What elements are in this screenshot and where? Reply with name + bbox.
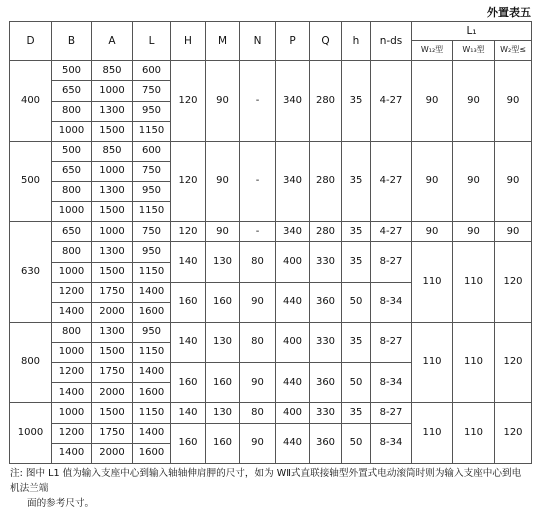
cell-n-ds: 8-27 [371,322,412,362]
cell-H: 160 [171,282,206,322]
cell-A: 2000 [92,383,133,403]
cell-N: 80 [240,403,276,423]
cell-Q: 280 [310,61,342,142]
cell-n-ds: 4-27 [371,222,412,242]
cell-L: 750 [133,222,171,242]
cell-L: 1400 [133,282,171,302]
cell-h: 50 [342,282,371,322]
cell-D: 400 [10,61,52,142]
cell-L1-w13: 90 [453,61,495,142]
cell-L: 950 [133,242,171,262]
cell-H: 140 [171,322,206,362]
cell-L: 1150 [133,343,171,363]
cell-L: 750 [133,161,171,181]
cell-A: 1500 [92,403,133,423]
cell-D: 630 [10,222,52,323]
cell-P: 440 [276,282,310,322]
cell-L1-w2: 90 [495,141,532,222]
cell-L1-w13: 110 [453,403,495,464]
cell-N: 90 [240,423,276,464]
cell-P: 340 [276,61,310,142]
cell-Q: 330 [310,403,342,423]
cell-B: 800 [52,101,92,121]
cell-Q: 280 [310,222,342,242]
cell-A: 1000 [92,161,133,181]
cell-N: 80 [240,322,276,362]
cell-D: 1000 [10,403,52,464]
cell-M: 160 [206,282,240,322]
cell-P: 400 [276,242,310,282]
cell-L1-w12: 90 [412,141,453,222]
cell-L1-w2: 90 [495,61,532,142]
cell-L1-w2: 90 [495,222,532,242]
cell-B: 1000 [52,202,92,222]
cell-B: 1000 [52,343,92,363]
cell-M: 160 [206,423,240,464]
cell-L: 950 [133,182,171,202]
cell-H: 120 [171,141,206,222]
cell-B: 1200 [52,363,92,383]
cell-h: 50 [342,423,371,464]
dimension-table [9,21,532,464]
cell-B: 1000 [52,121,92,141]
cell-L: 1400 [133,423,171,443]
cell-A: 1500 [92,202,133,222]
cell-H: 140 [171,403,206,423]
note-line-1: 注: 图中 L1 值为输入支座中心到输入轴轴伸肩胛的尺寸，如为 WⅡ式直联接轴型外置式电动滚筒时则为输入支座中心到电机法兰端 [10,468,522,494]
cell-M: 90 [206,222,240,242]
cell-h: 35 [342,222,371,242]
cell-L1-w13: 90 [453,222,495,242]
cell-B: 650 [52,81,92,101]
cell-L1-w2: 120 [495,403,532,464]
cell-A: 1500 [92,262,133,282]
cell-A: 1750 [92,282,133,302]
header-L1-type-w2: W₂型≤ [495,41,532,61]
cell-L1-w12: 90 [412,61,453,142]
cell-n-ds: 8-27 [371,242,412,282]
header-h: h [342,22,371,61]
cell-L: 1400 [133,363,171,383]
header-L1-type-w13: W₁₃型 [453,41,495,61]
cell-N: - [240,61,276,142]
cell-n-ds: 4-27 [371,141,412,222]
cell-Q: 360 [310,282,342,322]
cell-L1-w12: 110 [412,242,453,323]
cell-B: 1200 [52,282,92,302]
header-D: D [10,22,52,61]
cell-h: 35 [342,242,371,282]
header-n-ds: n-ds [371,22,412,61]
cell-B: 500 [52,61,92,81]
header-L1: L₁ [412,22,532,41]
cell-M: 130 [206,322,240,362]
cell-Q: 360 [310,363,342,403]
cell-L: 1600 [133,302,171,322]
cell-P: 400 [276,322,310,362]
cell-N: 90 [240,363,276,403]
cell-A: 1500 [92,121,133,141]
cell-h: 35 [342,61,371,142]
cell-B: 800 [52,242,92,262]
cell-L1-w12: 90 [412,222,453,242]
cell-P: 340 [276,141,310,222]
cell-H: 120 [171,61,206,142]
cell-L: 1150 [133,202,171,222]
header-P: P [276,22,310,61]
cell-n-ds: 8-27 [371,403,412,423]
header-L: L [133,22,171,61]
header-M: M [206,22,240,61]
cell-A: 1300 [92,101,133,121]
cell-B: 500 [52,141,92,161]
cell-M: 90 [206,61,240,142]
cell-A: 1000 [92,222,133,242]
cell-h: 35 [342,322,371,362]
cell-Q: 330 [310,242,342,282]
cell-B: 1000 [52,403,92,423]
cell-L: 1150 [133,262,171,282]
cell-N: 90 [240,282,276,322]
header-Q: Q [310,22,342,61]
cell-h: 50 [342,363,371,403]
header-A: A [92,22,133,61]
cell-A: 1300 [92,182,133,202]
cell-B: 800 [52,322,92,342]
header-H: H [171,22,206,61]
cell-P: 440 [276,423,310,464]
cell-A: 2000 [92,443,133,463]
cell-N: 80 [240,242,276,282]
cell-L: 600 [133,61,171,81]
cell-H: 120 [171,222,206,242]
cell-L: 950 [133,101,171,121]
cell-L: 1600 [133,383,171,403]
cell-B: 650 [52,222,92,242]
cell-B: 1200 [52,423,92,443]
cell-A: 850 [92,141,133,161]
table-caption: 外置表五 [487,6,531,19]
cell-H: 160 [171,363,206,403]
header-L1-type-w12: W₁₂型 [412,41,453,61]
cell-L1-w13: 110 [453,322,495,403]
header-N: N [240,22,276,61]
cell-B: 800 [52,182,92,202]
cell-P: 400 [276,403,310,423]
cell-L1-w12: 110 [412,403,453,464]
cell-n-ds: 8-34 [371,363,412,403]
cell-H: 160 [171,423,206,464]
cell-M: 90 [206,141,240,222]
cell-D: 500 [10,141,52,222]
cell-L1-w13: 90 [453,141,495,222]
note-line-2: 面的参考尺寸。 [27,498,95,509]
cell-L1-w2: 120 [495,322,532,403]
table-note [10,466,530,511]
cell-n-ds: 8-34 [371,282,412,322]
cell-H: 140 [171,242,206,282]
cell-L: 1150 [133,121,171,141]
cell-A: 2000 [92,302,133,322]
cell-A: 850 [92,61,133,81]
cell-N: - [240,222,276,242]
cell-L: 750 [133,81,171,101]
cell-B: 650 [52,161,92,181]
cell-P: 340 [276,222,310,242]
cell-L: 950 [133,322,171,342]
cell-M: 130 [206,242,240,282]
cell-Q: 330 [310,322,342,362]
cell-h: 35 [342,403,371,423]
cell-Q: 280 [310,141,342,222]
cell-B: 1400 [52,383,92,403]
cell-B: 1000 [52,262,92,282]
cell-Q: 360 [310,423,342,464]
cell-M: 160 [206,363,240,403]
cell-A: 1750 [92,363,133,383]
header-B: B [52,22,92,61]
cell-A: 1300 [92,322,133,342]
cell-L: 1600 [133,443,171,463]
cell-N: - [240,141,276,222]
cell-B: 1400 [52,443,92,463]
cell-P: 440 [276,363,310,403]
cell-L1-w13: 110 [453,242,495,323]
cell-L: 600 [133,141,171,161]
cell-L: 1150 [133,403,171,423]
cell-L1-w12: 110 [412,322,453,403]
cell-A: 1300 [92,242,133,262]
cell-B: 1400 [52,302,92,322]
cell-n-ds: 8-34 [371,423,412,464]
cell-A: 1500 [92,343,133,363]
cell-D: 800 [10,322,52,403]
cell-L1-w2: 120 [495,242,532,323]
cell-A: 1750 [92,423,133,443]
cell-n-ds: 4-27 [371,61,412,142]
cell-h: 35 [342,141,371,222]
cell-M: 130 [206,403,240,423]
cell-A: 1000 [92,81,133,101]
